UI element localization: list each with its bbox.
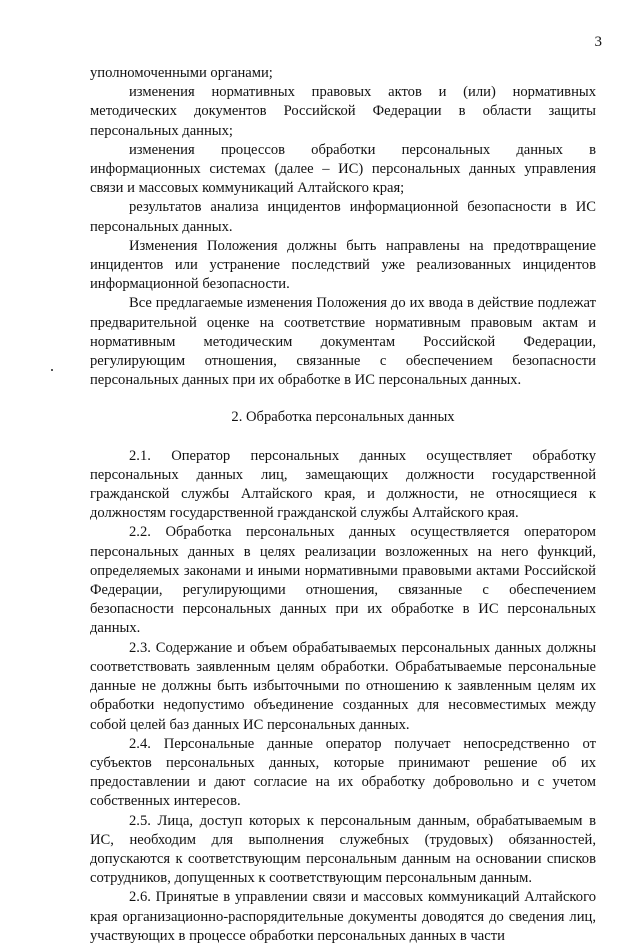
paragraph: 2.3. Содержание и объем обрабатываемых персональных данных должны соответствовать заявленным целям обработки. Обрабатываемые персональные данные не должны быть избыточными по отношению к заявленным целям их обработки недопустимо объединение созданных для несовместимых между собой целей баз данных ИС персональных данных. <box>90 639 596 733</box>
paragraph: 2.2. Обработка персональных данных осуществляется оператором персональных данных в целях реализации возложенных на него функций, определяемых законами и иными нормативными правовыми актами Российской Федерации, регулирующими отношения, связанные с обеспечением безопасности персональных данных при их обработке в ИС персональных данных. <box>90 524 596 637</box>
section-heading: 2. Обработка персональных данных <box>231 409 455 426</box>
page-number: 3 <box>594 34 602 50</box>
paragraph: результатов анализа инцидентов информационной безопасности в ИС персональных данных. <box>90 199 596 235</box>
paragraph: Все предлагаемые изменения Положения до их ввода в действие подлежат предварительной оценке на соответствие нормативным правовым актам и нормативным методическим документам Российской Федерации, регулирующим отношения, связанные с обеспечением безопасности персональных данных при их обработке в ИС персональных данных. <box>90 295 596 389</box>
paragraph: 2.6. Принятые в управлении связи и массовых коммуникаций Алтайского края организационно-распорядительные документы доводятся до сведения лиц, участвующих в процессе обработки персональных данных в части <box>90 889 596 944</box>
paragraph: Изменения Положения должны быть направлены на предотвращение инцидентов или устранение последствий уже реализованных инцидентов информационной безопасности. <box>90 237 596 293</box>
paragraph: изменения процессов обработки персональных данных в информационных системах (далее – ИС) персональных данных управления связи и массовых коммуникаций Алтайского края; <box>90 141 596 197</box>
paragraph: 2.1. Оператор персональных данных осуществляет обработку персональных данных лиц, замещающих должности государственной гражданской службы Алтайского края, и должности, не относящиеся к должностям государственной гражданской службы Алтайского края. <box>90 447 596 522</box>
document-body <box>90 64 596 946</box>
paragraph: 2.5. Лица, доступ которых к персональным данным, обрабатываемым в ИС, необходим для выполнения служебных (трудовых) обязанностей, допускаются к соответствующим персональным данным на основании списков сотрудников, допущенных к соответствующим персональным данным. <box>90 812 596 887</box>
paragraph: уполномоченными органами; <box>90 65 273 81</box>
scan-speck <box>51 369 53 371</box>
paragraph: изменения нормативных правовых актов и (или) нормативных методических документов Российской Федерации в области защиты персональных данных; <box>90 84 596 139</box>
paragraph: 2.4. Персональные данные оператор получает непосредственно от субъектов персональных данных, которые принимают решение об их предоставлении и дают согласие на их обработку добровольно и с учетом собственных интересов. <box>90 735 596 810</box>
